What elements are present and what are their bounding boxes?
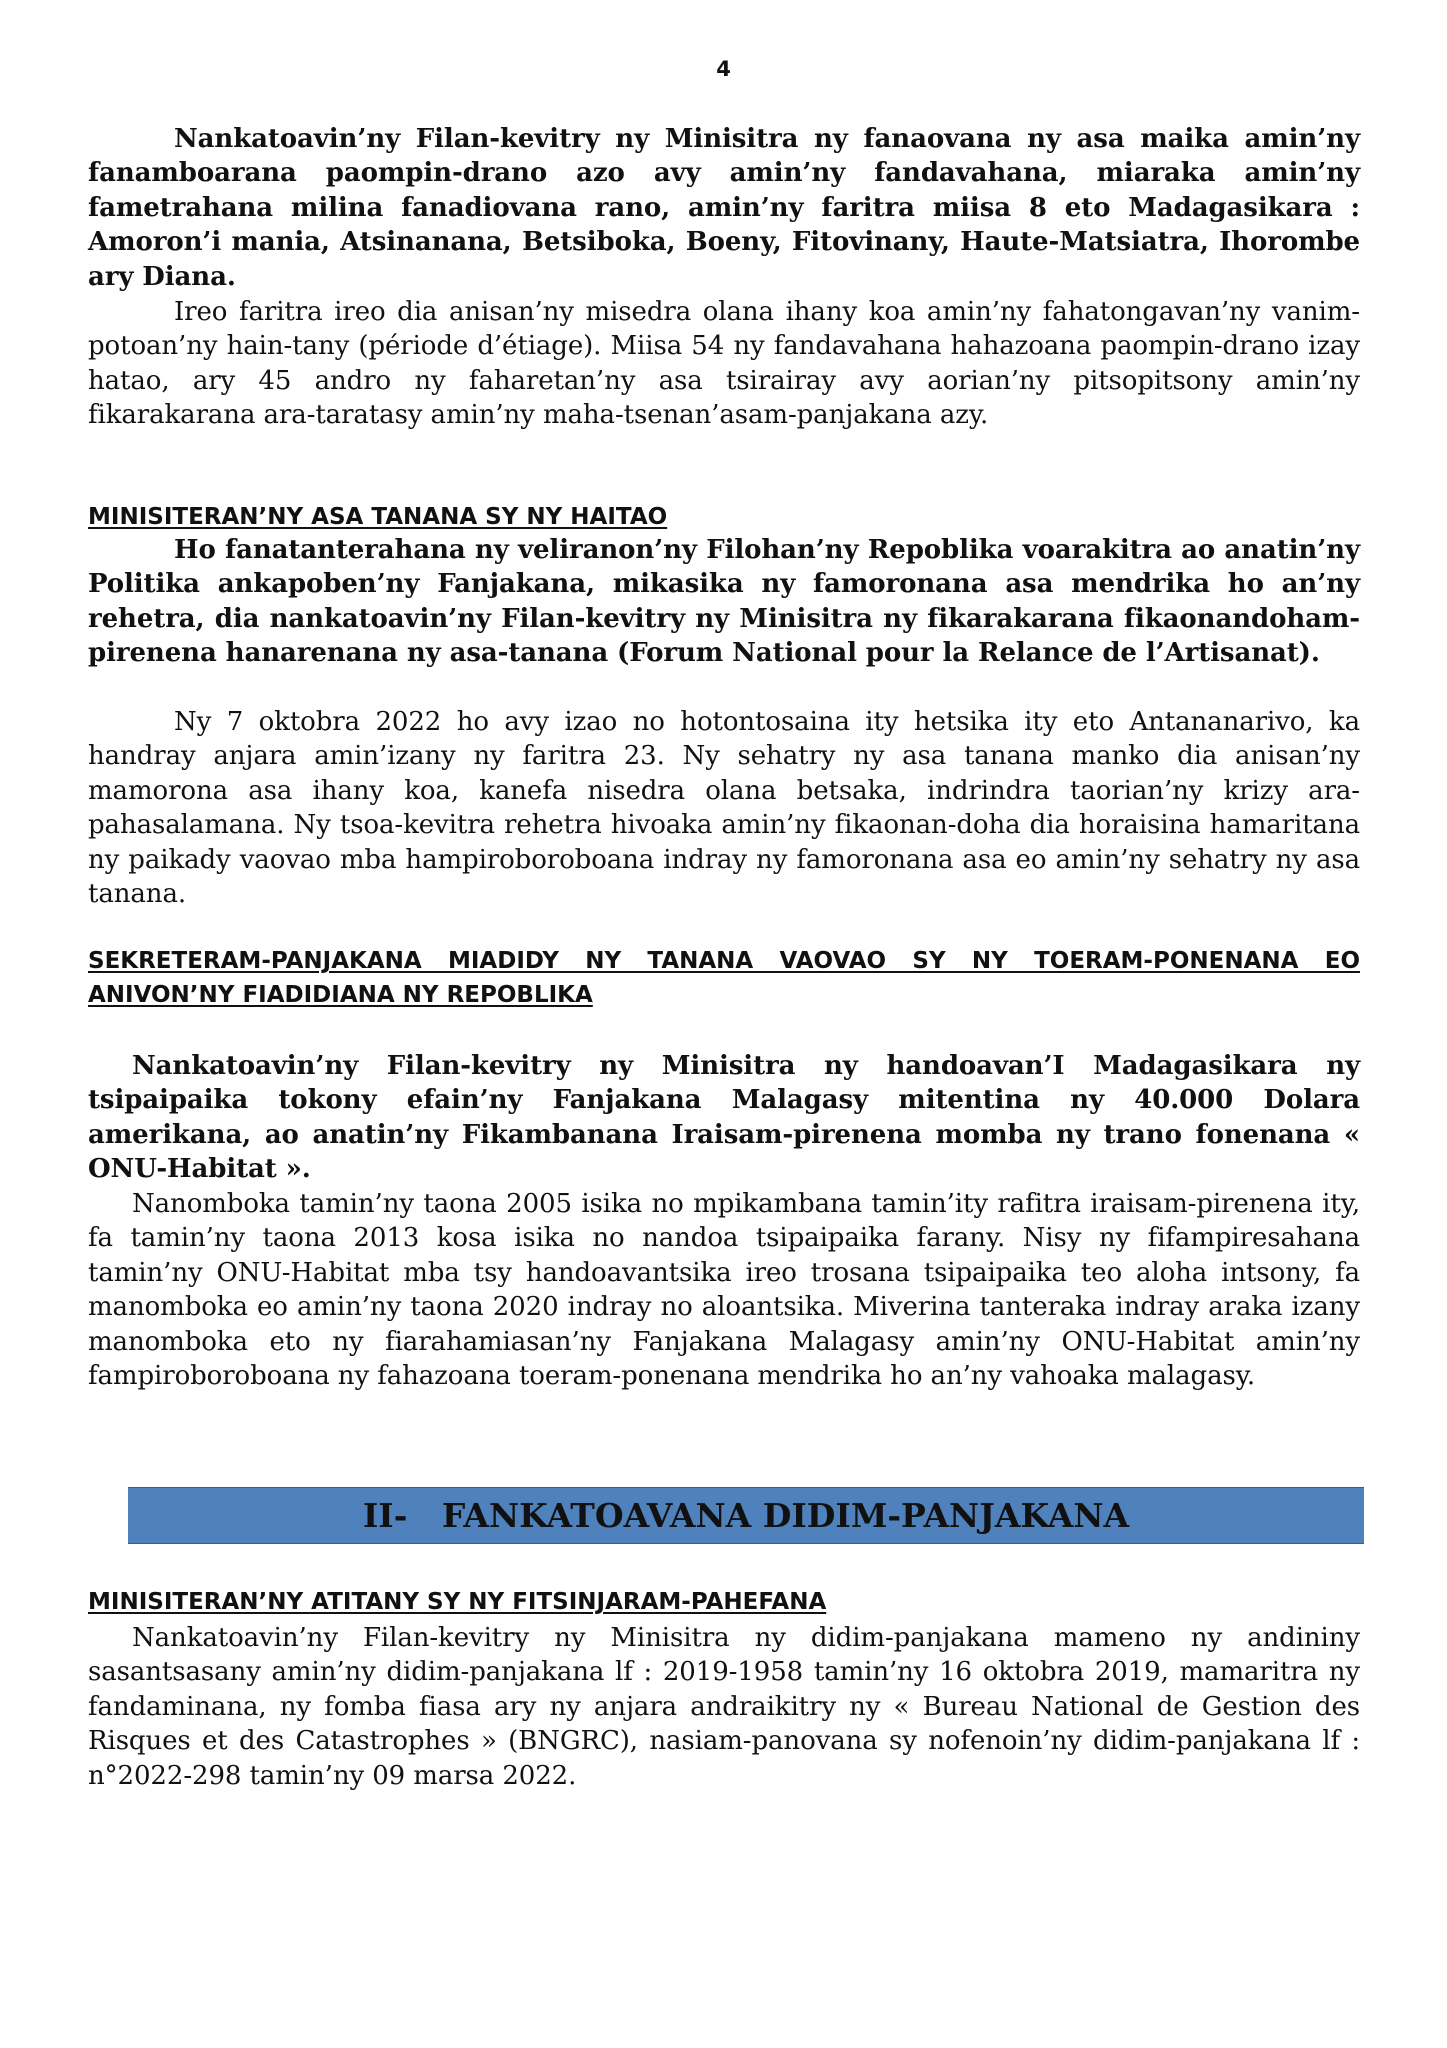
band-title: FANKATOAVANA DIDIM-PANJAKANA: [441, 1496, 1130, 1535]
decision-handicraft-forum-details: Ny 7 oktobra 2022 ho avy izao no hotontosaina ity hetsika ity eto Antananarivo, ka handray anjara amin’izany ny faritra 23. Ny sehatry ny asa tanana manko dia anisan’ny mamorona asa ihany koa, kanefa nisedra olana betsaka, indrindra taorian’ny krizy ara-pahasalamana. Ny tsoa-kevitra rehetra hivoaka amin’ny fikaonan-doha dia horaisina hamaritana ny paikady vaovao mba hampiroboroboana indray ny famoronana asa eo amin’ny sehatry ny asa tanana.: [88, 707, 1360, 910]
band-number: II-: [362, 1496, 408, 1535]
heading-ministry-interior: MINISITERAN’NY ATITANY SY NY FITSINJARAM-PAHEFANA: [88, 1589, 827, 1615]
decision-handicraft-forum-bold: Ho fanatanterahana ny veliranon’ny Filohan’ny Repoblika voarakitra ao anatin’ny Politika ankapoben’ny Fanjakana, mikasika ny famoronana asa mendrika ho an’ny rehetra, dia nankatoavin’ny Filan-kevitry ny Minisitra ny fikarakarana fikaonandoham-pirenena hanarenana ny asa-tanana (Forum National pour la Relance de l’Artisanat).: [88, 535, 1360, 669]
decision-water-pumps-bold: Nankatoavin’ny Filan-kevitry ny Minisitra ny fanaovana ny asa maika amin’ny fanamboarana paompin-drano azo avy amin’ny fandavahana, miaraka amin’ny fametrahana milina fanadiovana rano, amin’ny faritra miisa 8 eto Madagasikara : Amoron’i mania, Atsinanana, Betsiboka, Boeny, Fitovinany, Haute-Matsiatra, Ihorombe ary Diana.: [88, 124, 1360, 292]
decision-onu-habitat-details: Nanomboka tamin’ny taona 2005 isika no mpikambana tamin’ity rafitra iraisam-pirenena ity, fa tamin’ny taona 2013 kosa isika no nandoa tsipaipaika farany. Nisy ny fifampiresahana tamin’ny ONU-Habitat mba tsy handoavantsika ireo trosana tsipaipaika teo aloha intsony, fa manomboka eo amin’ny taona 2020 indray no aloantsika. Miverina tanteraka indray araka izany manomboka eto ny fiarahamiasan’ny Fanjakana Malagasy amin’ny ONU-Habitat amin’ny fampiroboroboana ny fahazoana toeram-ponenana mendrika ho an’ny vahoaka malagasy.: [88, 1189, 1360, 1392]
heading-secretariat-new-cities: SEKRETERAM-PANJAKANA MIADIDY NY TANANA VAOVAO SY NY TOERAM-PONENANA EO ANIVON’NY FIADIDIANA NY REPOBLIKA: [88, 948, 1360, 1009]
decision-onu-habitat-bold: Nankatoavin’ny Filan-kevitry ny Minisitra ny handoavan’I Madagasikara ny tsipaipaika tokony efain’ny Fanjakana Malagasy mitentina ny 40.000 Dolara amerikana, ao anatin’ny Fikambanana Iraisam-pirenena momba ny trano fonenana « ONU-Habitat ».: [88, 1051, 1360, 1185]
decree-bngrc-paragraph: Nankatoavin’ny Filan-kevitry ny Minisitra ny didim-panjakana mameno ny andininy sasantsasany amin’ny didim-panjakana lf : 2019-1958 tamin’ny 16 oktobra 2019, mamaritra ny fandaminana, ny fomba fiasa ary ny anjara andraikitry ny « Bureau National de Gestion des Risques et des Catastrophes » (BNGRC), nasiam-panovana sy nofenoin’ny didim-panjakana lf : n°2022-298 tamin’ny 09 marsa 2022.: [88, 1623, 1360, 1791]
section-band-decrees: [128, 1487, 1364, 1544]
page-number: 4: [716, 57, 731, 81]
heading-ministry-handicraft: MINISITERAN’NY ASA TANANA SY NY HAITAO: [88, 504, 668, 530]
decision-water-pumps-details: Ireo faritra ireo dia anisan’ny misedra olana ihany koa amin’ny fahatongavan’ny vanim-potoan’ny hain-tany (période d’étiage). Miisa 54 ny fandavahana hahazoana paompin-drano izay hatao, ary 45 andro ny faharetan’ny asa tsirairay avy aorian’ny pitsopitsony amin’ny fikarakarana ara-taratasy amin’ny maha-tsenan’asam-panjakana azy.: [88, 297, 1360, 431]
